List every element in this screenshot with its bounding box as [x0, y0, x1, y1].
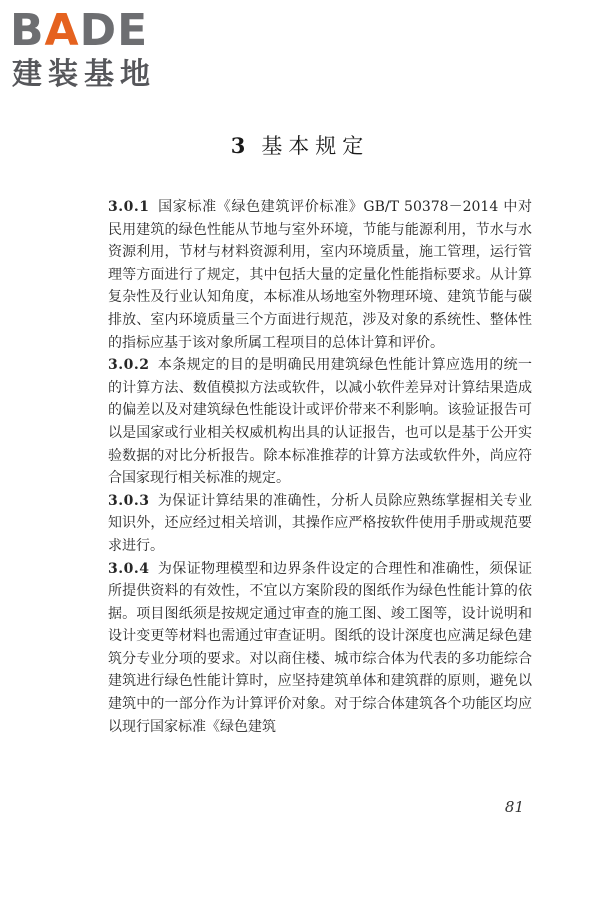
body-text — [108, 196, 532, 738]
chapter-number: 3 — [230, 133, 252, 158]
logo-word-part1: B — [10, 5, 45, 56]
clause-text: 本条规定的目的是明确民用建筑绿色性能计算应选用的统一的计算方法、数值模拟方法或软件，以减小软件差异对计算结果造成的偏差以及对建筑绿色性能设计或评价带来不利影响。该验证报告可以是国家或行业相关权威机构出具的认证报告，也可以是基于公开实验数据的对比分析报告。除本标准推荐的计算方法或软件外，尚应符合国家现行相关标准的规定。 — [108, 357, 532, 487]
clause-text: 国家标准《绿色建筑评价标准》GB/T 50378－2014 中对民用建筑的绿色性能从节地与室外环境，节能与能源利用，节水与水资源利用，节材与材料资源利用，室内环境质量，施工管理，运行管理等方面进行了规定，其中包括大量的定量化性能指标要求。从计算复杂性及行业认知角度，本标准从场地室外物理环境、建筑节能与碳排放、室内环境质量三个方面进行规范，涉及对象的系统性、整体性的指标应基于该对象所属工程项目的总体计算和评价。 — [108, 199, 532, 351]
bade-logo — [10, 6, 180, 94]
clause-number: 3.0.4 — [108, 560, 150, 577]
clause-number: 3.0.1 — [108, 199, 150, 215]
clause-text: 为保证计算结果的准确性，分析人员除应熟练掌握相关专业知识外，还应经过相关培训，其操作应严格按软件使用手册或规范要求进行。 — [108, 492, 532, 554]
chapter-heading — [0, 130, 600, 160]
logo-chinese-text: 建装基地 — [12, 57, 156, 92]
clause-paragraph — [108, 354, 532, 490]
chapter-title: 基本规定 — [261, 134, 370, 158]
logo-word-part2: DE — [79, 5, 149, 56]
clause-number: 3.0.2 — [108, 357, 150, 374]
clause-paragraph — [108, 196, 532, 354]
clause-text: 为保证物理模型和边界条件设定的合理性和准确性，须保证所提供资料的有效性，不宜以方案阶段的图纸作为绿色性能计算的依据。项目图纸须是按规定通过审查的施工图、竣工图等，设计说明和设计变更等材料也需通过审查证明。图纸的设计深度也应满足绿色建筑分专业分项的要求。对以商住楼、城市综合体为代表的多功能综合建筑进行绿色性能计算时，应坚持建筑单体和建筑群的原则，避免以建筑中的一部分作为计算评价对象。对于综合体建筑各个功能区均应以现行国家标准《绿色建筑 — [108, 560, 532, 735]
clause-paragraph — [108, 558, 532, 739]
clause-number: 3.0.3 — [108, 492, 150, 509]
logo-wordmark — [10, 6, 148, 56]
clause-paragraph — [108, 490, 532, 558]
page-number: 81 — [504, 798, 524, 816]
logo-word-accent: A — [44, 5, 80, 56]
